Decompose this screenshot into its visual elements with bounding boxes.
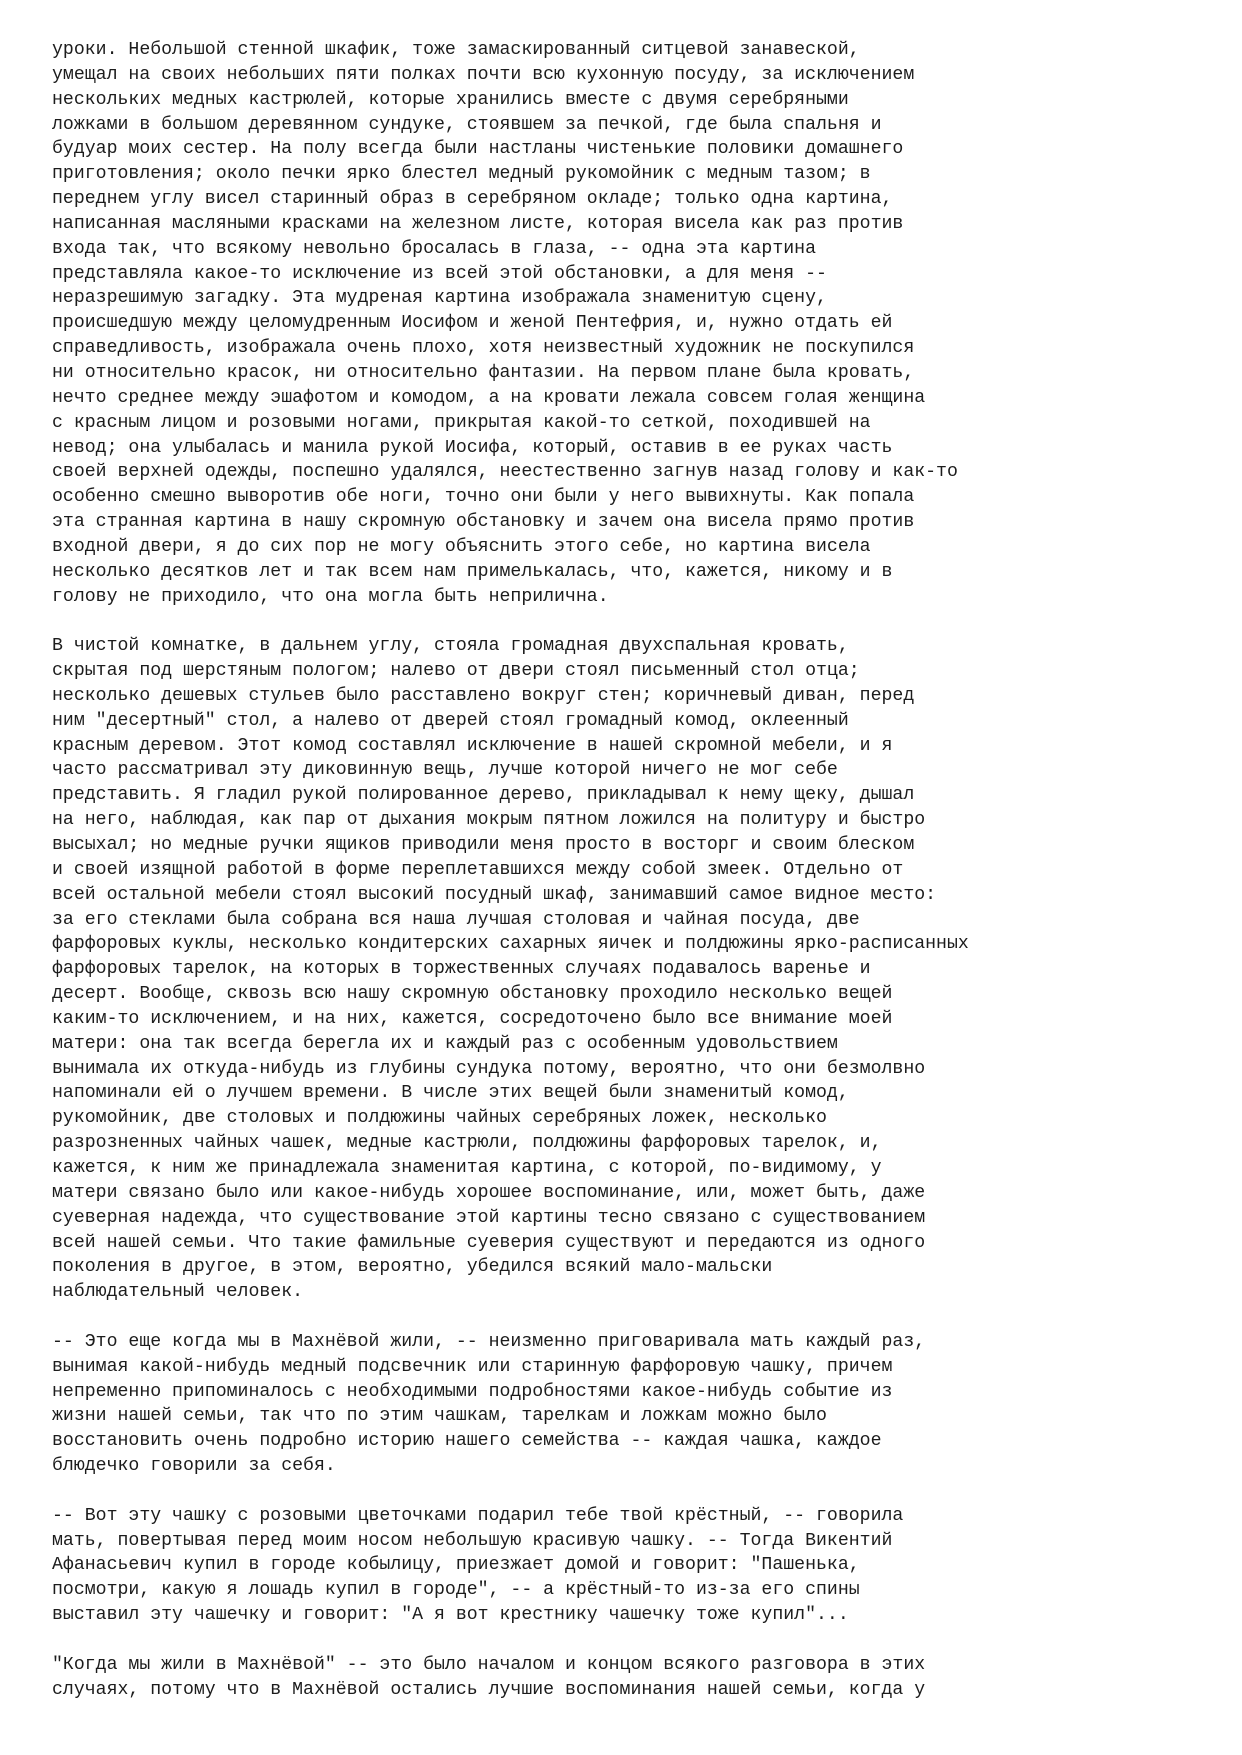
text-line: неразрешимую загадку. Эта мудреная картина изображала знаменитую сцену, [52,288,827,309]
text-line: скрытая под шерстяным пологом; налево от двери стоял письменный стол отца; [52,661,860,682]
text-line: посмотри, какую я лошадь купил в городе", -- а крёстный-то из-за его спины [52,1580,860,1601]
text-line: умещал на своих небольших пяти полках почти всю кухонную посуду, за исключением [52,64,915,85]
text-line: высыхал; но медные ручки ящиков приводили меня просто в восторг и своим блеском [52,835,915,855]
text-line: представить. Я гладил рукой полированное дерево, прикладывал к нему щеку, дышал [52,785,915,806]
paragraph [52,38,1232,609]
paragraph-spacer [52,1628,1232,1653]
text-line: на него, наблюдая, как пар от дыхания мокрым пятном ложился на политуру и быстро [52,810,926,831]
text-line: ним "десертный" стол, а налево от дверей стоял громадный комод, оклеенный [52,710,849,731]
text-line: рукомойник, две столовых и полдюжины чайных серебряных ложек, несколько [52,1108,827,1129]
text-line: выставил эту чашечку и говорит: "А я вот крестнику чашечку тоже купил"... [52,1605,849,1626]
text-line: фарфоровых тарелок, на которых в торжественных случаях подавалось варенье и [52,959,871,980]
text-line: "Когда мы жили в Махнёвой" -- это было началом и концом всякого разговора в этих [52,1654,926,1675]
paragraph-spacer [52,1305,1232,1330]
paragraph-spacer [52,1479,1232,1504]
text-line: поколения в другое, в этом, вероятно, убедился всякий мало-мальски [52,1257,773,1278]
text-line: нескольких медных кастрюлей, которые хранились вместе с двумя серебряными [52,89,849,110]
text-line: особенно смешно выворотив обе ноги, точно они были у него вывихнуты. Как попала [52,487,915,508]
text-line: наблюдательный человек. [52,1282,304,1303]
text-line: всей остальной мебели стоял высокий посудный шкаф, занимавший самое видное место: [52,884,937,905]
text-line: напоминали ей о лучшем времени. В числе этих вещей были знаменитый комод, [52,1083,849,1104]
text-line: красным деревом. Этот комод составлял исключение в нашей скромной мебели, и я [52,735,893,756]
text-line: -- Это еще когда мы в Махнёвой жили, -- неизменно приговаривала мать каждый раз, [52,1331,926,1352]
text-line: суеверная надежда, что существование этой картины тесно связано с существованием [52,1207,926,1228]
text-line: блюдечко говорили за себя. [52,1456,336,1477]
text-line: написанная масляными красками на железном листе, которая висела как раз против [52,213,904,234]
paragraph [52,1653,1232,1703]
text-line: входа так, что всякому невольно бросалась в глаза, -- одна эта картина [52,238,816,259]
text-line: фарфоровых куклы, несколько кондитерских сахарных яичек и полдюжины ярко-расписанных [52,934,969,955]
text-line: всей нашей семьи. Что такие фамильные суеверия существуют и передаются из одного [52,1232,926,1253]
text-line: ни относительно красок, ни относительно фантазии. На первом плане была кровать, [52,362,915,383]
text-line: ложками в большом деревянном сундуке, стоявшем за печкой, где была спальня и [52,114,882,135]
paragraph [52,1330,1232,1479]
text-line: голову не приходило, что она могла быть неприлична. [52,586,609,607]
text-line: уроки. Небольшой стенной шкафик, тоже замаскированный ситцевой занавеской, [52,40,860,60]
text-line: непременно припоминалось с необходимыми подробностями какое-нибудь событие из [52,1381,893,1402]
text-line: мать, повертывая перед моим носом небольшую красивую чашку. -- Тогда Викентий [52,1530,893,1551]
text-line: несколько десятков лет и так всем нам примелькалась, что, кажется, никому и в [52,561,893,582]
text-line: -- Вот эту чашку с розовыми цветочками подарил тебе твой крёстный, -- говорила [52,1505,904,1526]
paragraph-spacer [52,609,1232,634]
text-line: с красным лицом и розовыми ногами, прикрытая какой-то сеткой, походившей на [52,412,871,433]
paragraph [52,634,1232,1305]
text-line: и своей изящной работой в форме переплетавшихся между собой змеек. Отдельно от [52,859,904,880]
text-line: жизни нашей семьи, так что по этим чашкам, тарелкам и ложкам можно было [52,1406,827,1427]
text-line: входной двери, я до сих пор не могу объяснить этого себе, но картина висела [52,536,871,557]
text-line: восстановить очень подробно историю нашего семейства -- каждая чашка, каждое [52,1431,882,1452]
text-line: происшедшую между целомудренным Иосифом и женой Пентефрия, и, нужно отдать ей [52,313,893,334]
text-line: за его стеклами была собрана вся наша лучшая столовая и чайная посуда, две [52,909,860,930]
document-page [52,38,1232,1703]
text-line: нечто среднее между эшафотом и комодом, а на кровати лежала совсем голая женщина [52,387,926,408]
text-line: матери связано было или какое-нибудь хорошее воспоминание, или, может быть, даже [52,1182,926,1203]
text-line: В чистой комнатке, в дальнем углу, стояла громадная двухспальная кровать, [52,636,849,657]
text-line: случаях, потому что в Махнёвой остались лучшие воспоминания нашей семьи, когда у [52,1679,926,1700]
text-line: справедливость, изображала очень плохо, хотя неизвестный художник не поскупился [52,338,915,359]
text-line: разрозненных чайных чашек, медные кастрюли, полдюжины фарфоровых тарелок, и, [52,1133,882,1154]
text-line: эта странная картина в нашу скромную обстановку и зачем она висела прямо против [52,512,915,533]
text-line: кажется, к ним же принадлежала знаменитая картина, с которой, по-видимому, у [52,1157,882,1178]
text-line: матери: она так всегда берегла их и каждый раз с особенным удовольствием [52,1033,838,1054]
text-line: Афанасьевич купил в городе кобылицу, приезжает домой и говорит: "Пашенька, [52,1555,860,1576]
text-line: невод; она улыбалась и манила рукой Иосифа, который, оставив в ее руках часть [52,437,893,458]
text-line: приготовления; около печки ярко блестел медный рукомойник с медным тазом; в [52,164,871,185]
text-line: представляла какое-то исключение из всей этой обстановки, а для меня -- [52,263,827,284]
text-line: вынимая какой-нибудь медный подсвечник или старинную фарфоровую чашку, причем [52,1356,893,1377]
text-line: своей верхней одежды, поспешно удалялся, неестественно загнув назад голову и как-то [52,462,958,483]
text-line: несколько дешевых стульев было расставлено вокруг стен; коричневый диван, перед [52,685,915,706]
text-line: десерт. Вообще, сквозь всю нашу скромную обстановку проходило несколько вещей [52,984,893,1005]
text-line: каким-то исключением, и на них, кажется, сосредоточено было все внимание моей [52,1008,893,1029]
text-line: часто рассматривал эту диковинную вещь, лучше которой ничего не мог себе [52,760,838,781]
text-line: вынимала их откуда-нибудь из глубины сундука потому, вероятно, что они безмолвно [52,1058,926,1079]
text-line: переднем углу висел старинный образ в серебряном окладе; только одна картина, [52,189,893,210]
paragraph [52,1504,1232,1628]
text-line: будуар моих сестер. На полу всегда были настланы чистенькие половики домашнего [52,139,904,160]
